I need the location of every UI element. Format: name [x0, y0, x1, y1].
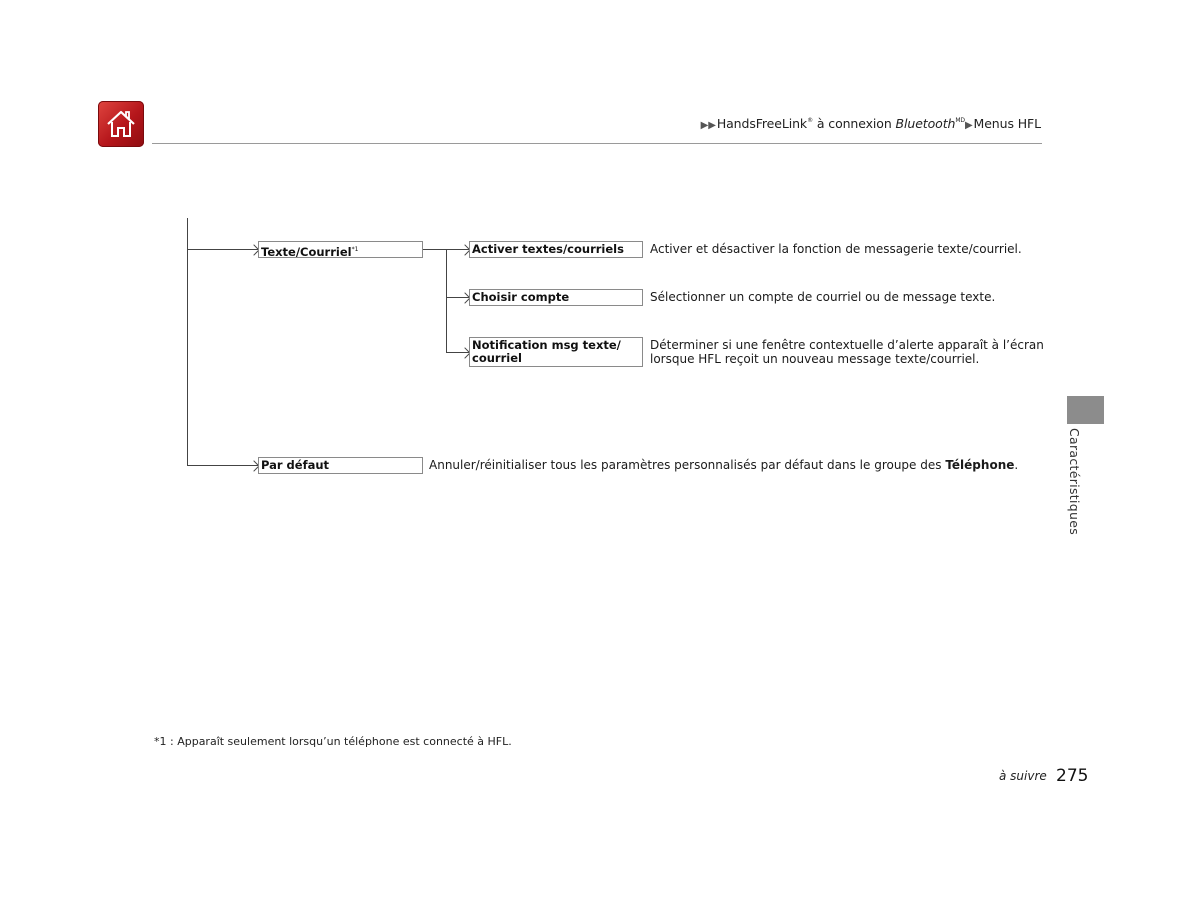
description-notification [650, 338, 1044, 366]
menu-item-label: Notification msg texte/ [472, 338, 621, 352]
header-divider [152, 143, 1042, 144]
menu-item-par-defaut[interactable] [258, 457, 423, 474]
footnote-ref: *1 [351, 246, 359, 253]
home-icon [105, 108, 137, 140]
breadcrumb-bluetooth: Bluetooth [895, 116, 956, 131]
home-button[interactable] [98, 101, 144, 147]
breadcrumb-menus-hfl: Menus HFL [973, 116, 1041, 131]
description-activer-textes: Activer et désactiver la fonction de messagerie texte/courriel. [650, 242, 1022, 256]
breadcrumb-hfl: HandsFreeLink [716, 116, 808, 131]
menu-item-label: Activer textes/courriels [472, 242, 624, 256]
menu-item-label: Choisir compte [472, 290, 570, 304]
section-tab[interactable] [1067, 396, 1104, 424]
breadcrumb-arrow-icon: ▶ [964, 120, 973, 131]
description-text: Annuler/réinitialiser tous les paramètres personnalisés par défaut dans le groupe des [429, 458, 946, 472]
menu-item-label: Par défaut [261, 458, 330, 472]
section-tab-label: Caractéristiques [1067, 428, 1082, 536]
footnote: *1 : Apparaît seulement lorsqu’un téléphone est connecté à HFL. [154, 735, 512, 748]
menu-item-label: courriel [472, 351, 522, 365]
page-number: 275 [1056, 766, 1089, 786]
tree-trunk-line [187, 218, 188, 465]
description-line: lorsque HFL reçoit un nouveau message texte/courriel. [650, 352, 980, 366]
continue-label: à suivre [999, 769, 1047, 783]
description-par-defaut [429, 458, 1018, 472]
sub-trunk-line [446, 249, 447, 352]
description-line: Déterminer si une fenêtre contextuelle d’alerte apparaît à l’écran [650, 338, 1044, 352]
menu-item-notification[interactable] [469, 337, 643, 367]
bold-term: Téléphone [945, 458, 1015, 472]
description-text: . [1014, 458, 1019, 472]
registered-mark: ® [807, 117, 813, 124]
breadcrumb-arrow-icon: ▶▶ [700, 120, 716, 131]
menu-item-texte-courriel[interactable] [258, 241, 423, 258]
menu-item-activer-textes[interactable] [469, 241, 643, 258]
breadcrumb [701, 116, 1041, 131]
description-choisir-compte: Sélectionner un compte de courriel ou de message texte. [650, 290, 996, 304]
breadcrumb-connexion: à connexion [812, 116, 896, 131]
md-mark: MD [955, 117, 965, 124]
menu-item-label: Texte/Courriel [261, 245, 352, 259]
menu-item-choisir-compte[interactable] [469, 289, 643, 306]
